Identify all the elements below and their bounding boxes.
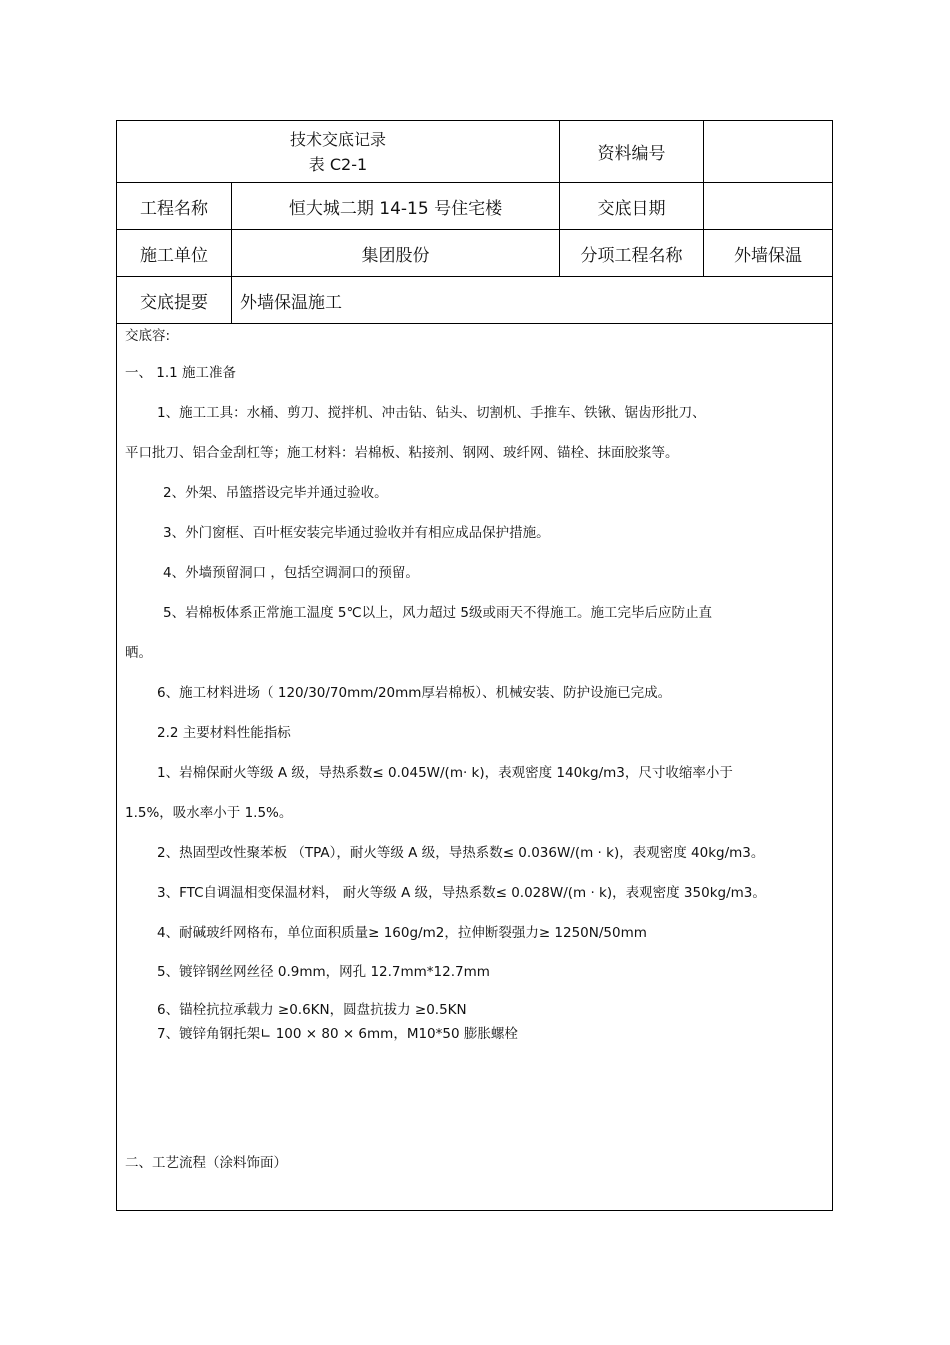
content-line: 6、锚栓抗拉承载力 ≥0.6KN，圆盘抗拔力 ≥0.5KN xyxy=(157,1002,467,1018)
content-line: 平口批刀、铝合金刮杠等；施工材料：岩棉板、粘接剂、钢网、玻纤网、锚栓、抹面胶浆等。 xyxy=(125,445,679,461)
content-line: 晒。 xyxy=(125,645,152,661)
content-line: 4、耐碱玻纤网格布，单位面积质量≥ 160g/m2，拉伸断裂强力≥ 1250N/50mm xyxy=(157,925,647,941)
content-line: 6、施工材料进场（ 120/30/70mm/20mm厚岩棉板）、机械安装、防护设施已完成。 xyxy=(157,685,672,701)
doc-no-value xyxy=(704,121,832,182)
content-line: 4、外墙预留洞口 ，包括空调洞口的预留。 xyxy=(163,565,419,581)
doc-no-label: 资料编号 xyxy=(597,144,666,164)
handover-date-value xyxy=(704,183,832,229)
content-line: 1.5%，吸水率小于 1.5%。 xyxy=(125,805,293,821)
content-line: 3、FTC自调温相变保温材料， 耐火等级 A 级，导热系数≤ 0.028W/(m · k)，表观密度 350kg/m3。 xyxy=(157,885,766,901)
content-line: 交底容: xyxy=(125,328,171,344)
handover-date-label: 交底日期 xyxy=(597,198,666,219)
summary-value: 外墙保温施工 xyxy=(240,292,342,313)
content-line: 1、施工工具：水桶、剪刀、搅拌机、冲击钻、钻头、切割机、手推车、铁锹、锯齿形批刀、 xyxy=(157,405,706,421)
project-name-label: 工程名称 xyxy=(140,198,208,219)
content-line: 二、工艺流程（涂料饰面） xyxy=(125,1155,287,1171)
subproject-label: 分项工程名称 xyxy=(580,245,683,266)
project-name-value: 恒大城二期 14-15 号住宅楼 xyxy=(288,198,503,219)
form-number: 表 C2-1 xyxy=(308,154,368,174)
row-divider xyxy=(117,323,832,324)
content-line: 一、 1.1 施工准备 xyxy=(125,365,237,381)
contractor-value: 集团股份 xyxy=(361,245,430,266)
technical-disclosure-form xyxy=(116,120,833,1211)
contractor-label: 施工单位 xyxy=(140,245,208,266)
content-line: 3、外门窗框、百叶框安装完毕通过验收并有相应成品保护措施。 xyxy=(163,525,550,541)
form-title-cell xyxy=(117,121,559,182)
content-line: 5、镀锌钢丝网丝径 0.9mm，网孔 12.7mm*12.7mm xyxy=(157,964,490,980)
content-line: 2、热固型改性聚苯板 （TPA），耐火等级 A 级，导热系数≤ 0.036W/(m · k)，表观密度 40kg/m3。 xyxy=(157,845,765,861)
subproject-value: 外墙保温 xyxy=(734,245,802,266)
content-line: 5、岩棉板体系正常施工温度 5℃以上，风力超过 5级或雨天不得施工。施工完毕后应防止直 xyxy=(163,605,713,621)
content-line: 2、外架、吊篮搭设完毕并通过验收。 xyxy=(163,485,388,501)
summary-label: 交底提要 xyxy=(140,292,208,313)
content-line: 7、镀锌角钢托架∟ 100 × 80 × 6mm，M10*50 膨胀螺栓 xyxy=(157,1026,518,1042)
form-title: 技术交底记录 xyxy=(289,129,386,149)
content-line: 1、岩棉保耐火等级 A 级，导热系数≤ 0.045W/(m· k)，表观密度 140kg/m3，尺寸收缩率小于 xyxy=(157,765,733,781)
content-line: 2.2 主要材料性能指标 xyxy=(157,725,291,741)
